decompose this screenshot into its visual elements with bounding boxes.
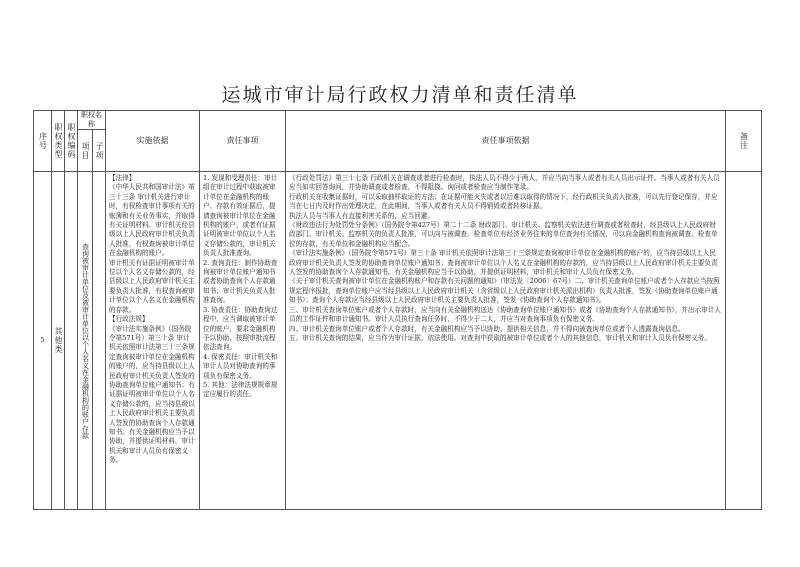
header-code: 职权编码 xyxy=(65,111,78,172)
header-category: 职权类型 xyxy=(52,111,65,172)
basis-paragraph: 审计机关有证据证明被审计单位以个人名义存储公款的，经县级以上人民政府审计机关主要负责人批准，有权查询被审计单位以个人名义在金融机构的存款。 xyxy=(109,258,195,314)
basis-paragraph: 《审计法实施条例》（国务院令第571号）第三十条 审计机关依照审计法第三十三条规定查询被审计单位在金融机构的账户的，应当持县级以上人民政府审计机关负责人签发的协助查询单位账户通知书；有证据证明被审计单位以个人名义存储公款的，应当持县级以上人民政府审计机关主要负责人签发的协助查询个人存款通知书。有关金融机构应当予以协助，并提供证明材料，审计机关和审计人员负有保密义务。 xyxy=(109,324,195,465)
row-name: 查询被审计单位及被审计单位以个人名义在金融机构的账户存款 xyxy=(78,172,93,510)
row-code xyxy=(65,172,78,510)
header-duty-basis: 责任事项依据 xyxy=(286,111,726,172)
header-name-group: 职权名称 xyxy=(78,111,106,130)
responsibility-table xyxy=(33,110,762,510)
duty-basis-paragraph: 《行政处罚法》第三十七条 行政机关在调查或者进行检查时，执法人员不得少于两人，并应当向当事人或者有关人员出示证件。当事人或者有关人员应当如实回答询问，并协助调查或者检查，不得阻挠。询问或者检查应当制作笔录。 xyxy=(289,174,720,192)
duty-basis-paragraph: 《财政违法行为处罚处分条例》（国务院令第427号）第二十二条 财政部门、审计机关、监察机关依法进行调查或者检查时，经县级以上人民政府财政部门、审计机关、监察机关的负责人批准，可以向与被调查、检查单位有经济业务往来的单位查询有关情况，可以向金融机构查询被调查、检查单位的存款，有关单位和金融机构应当配合。 xyxy=(289,221,718,248)
basis-paragraph: 【法律】 xyxy=(109,174,136,182)
basis-paragraph: 【行政法规】 xyxy=(109,315,149,324)
duty-basis-paragraph: 执法人员与当事人有直接利害关系的，应当回避。 xyxy=(289,211,435,220)
duty-basis-paragraph: 四、审计机关查询单位账户或者个人存款时，有关金融机构应当予以协助，提供相关信息，并不得向被查询单位或者个人透露查询信息。 xyxy=(289,324,685,333)
basis-paragraph: 《中华人民共和国审计法》第三十三条 审计机关进行审计时，有权检查审计事项有关的账簿和有关业务事实，并取得有关证明材料。审计机关经县级以上人民政府审计机关负责人批准，有权查询被审计单位在金融机构的账户。 xyxy=(109,183,195,258)
row-category: 其他类 xyxy=(52,172,65,510)
duty-paragraph: 2. 查询责任：制作协助查询被审计单位账户通知书或者协助查询个人存款通知书；审计机关负责人批准查询。 xyxy=(203,258,278,305)
header-remark: 备注 xyxy=(726,111,762,172)
duty-basis-paragraph: 《关于审计机关查询被审计单位在金融机构账户和存款有关问题的通知》（审法发〔2006〕67号）二、审计机关查询单位账户或者个人存款应当按照规定程序报批，查询单位账户应当经县级以上人民政府审计机关（含省级以上人民政府审计机关派出机构）负责人批准，签发《协助查询单位账户通知书》；查询个人存款应当经县级以上人民政府审计机关主要负责人批准，签发《协助查询个人存款通知书》。 xyxy=(289,277,720,305)
row-subitem xyxy=(93,172,106,510)
duty-basis-paragraph: 五、审计机关查询的结果，应当作为审计证据，依法使用。对查询中获取的被审计单位或者个人的其他信息，审计机关和审计人员负有保密义务。 xyxy=(289,333,711,342)
header-basis: 实施依据 xyxy=(106,111,200,172)
page-title: 运城市审计局行政权力清单和责任清单 xyxy=(221,84,579,106)
duty-basis-paragraph: 行政机关在收集证据时，可以采取抽样取证的方法；在证据可能灭失或者以后难以取得的情况下，经行政机关负责人批准，可以先行登记保存，并应当在七日内及时作出处理决定，在此期间，当事人或者有关人员不得销毁或者转移证据。 xyxy=(289,192,718,211)
duty-paragraph: 4. 保密责任：审计机关和审计人员对协助查询的事项负有保密义务。 xyxy=(203,352,278,380)
header-item: 项目 xyxy=(78,130,93,172)
duty-paragraph: 3. 协查责任：协助查询过程中，应当调取被审计单位的账户，要求金融机构予以协助，按照审批流程依法查询。 xyxy=(203,305,278,352)
duty-basis-paragraph: 三、审计机关查询单位账户或者个人存款时，应当向有关金融机构送达《协助查询单位账户通知书》或者《协助查询个人存款通知书》，并出示审计人员的工作证件和审计通知书。审计人员执行查询任务时，不得少于二人，并应当对查询事项负有保密义务。 xyxy=(289,305,721,324)
row-remark xyxy=(726,172,762,510)
header-subitem: 子项 xyxy=(93,130,106,172)
duty-paragraph: 5. 其他：法律法规规章规定应履行的责任。 xyxy=(203,380,278,399)
row-duty-basis xyxy=(286,172,726,510)
row-seq: 5 xyxy=(34,172,52,510)
duty-paragraph: 1. 发现和受理责任：审计组在审计过程中获取被审计单位在金融机构的账户、存款有效证据后，提请查询被审计单位在金融机构的账户，或者有证据证明被审计单位以个人名义存储公款的，审计机关负责人批准查询。 xyxy=(203,174,278,258)
header-duty: 责任事项 xyxy=(200,111,286,172)
duty-basis-paragraph: 《审计法实施条例》（国务院令第571号）第三十条 审计机关依照审计法第三十三条规定查询被审计单位在金融机构的账户的，应当持县级以上人民政府审计机关负责人签发的协助查询单位账户通知书；查询被审计单位以个人名义在金融机构的存款的，应当持县级以上人民政府审计机关主要负责人签发的协助查询个人存款通知书。有关金融机构应当予以协助，并提供证明材料，审计机关和审计人员负有保密义务。 xyxy=(289,249,718,277)
row-basis xyxy=(106,172,200,510)
row-duty xyxy=(200,172,286,510)
header-seq: 序号 xyxy=(34,111,52,172)
table-row xyxy=(34,172,762,510)
